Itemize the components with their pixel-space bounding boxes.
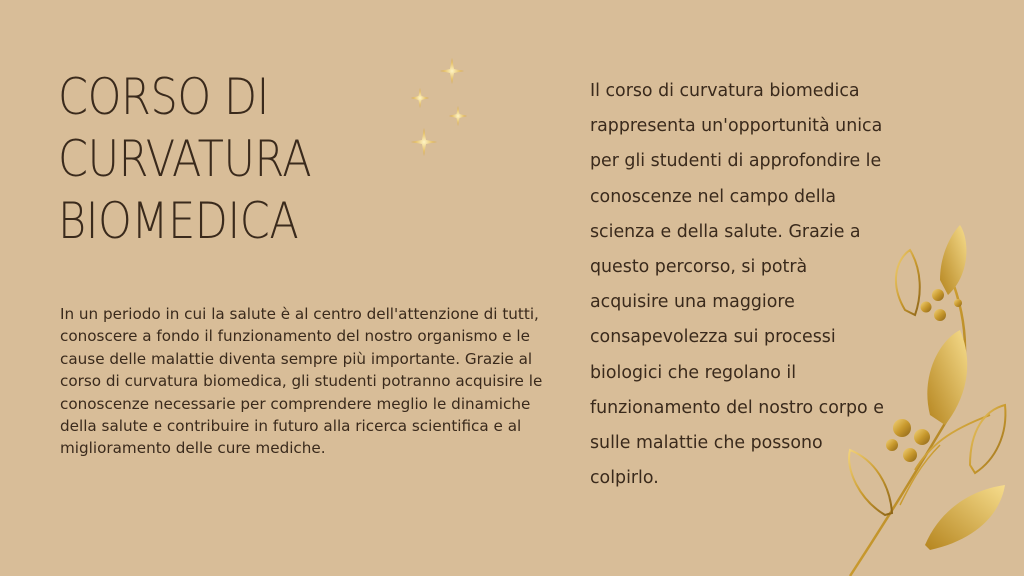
- sparkle-icon: [449, 106, 467, 126]
- intro-paragraph: In un periodo in cui la salute è al centro dell'attenzione di tutti, conoscere a fondo il funzionamento del nostro organismo e le cause delle malattie diventa sempre più importante. Grazie al corso di curvatura biomedica, gli studenti potranno acquisire le conoscenze necessarie per comprendere meglio le dinamiche della salute e contribuire in futuro alla ricerca scientifica e al miglioramento delle cure mediche.: [60, 305, 543, 458]
- sparkle-icon: [411, 128, 437, 156]
- sparkle-icon: [440, 58, 464, 84]
- title-line-3: BIOMEDICA: [58, 192, 299, 250]
- title-line-2: CURVATURA: [58, 130, 312, 188]
- sparkles-decoration: [400, 50, 480, 165]
- description-paragraph: Il corso di curvatura biomedica rappresenta un'opportunità unica per gli studenti di approfondire le conoscenze nel campo della scienza e della salute. Grazie a questo percorso, si potrà acquisire una maggiore consapevolezza sui processi biologici che regolano il funzionamento del nostro corpo e sulle malattie che possono colpirlo.: [590, 81, 884, 489]
- sparkle-icon: [411, 88, 429, 108]
- golden-leaves-icon: [830, 215, 1024, 576]
- page-title: [58, 66, 311, 252]
- title-line-1: CORSO DI: [58, 68, 269, 126]
